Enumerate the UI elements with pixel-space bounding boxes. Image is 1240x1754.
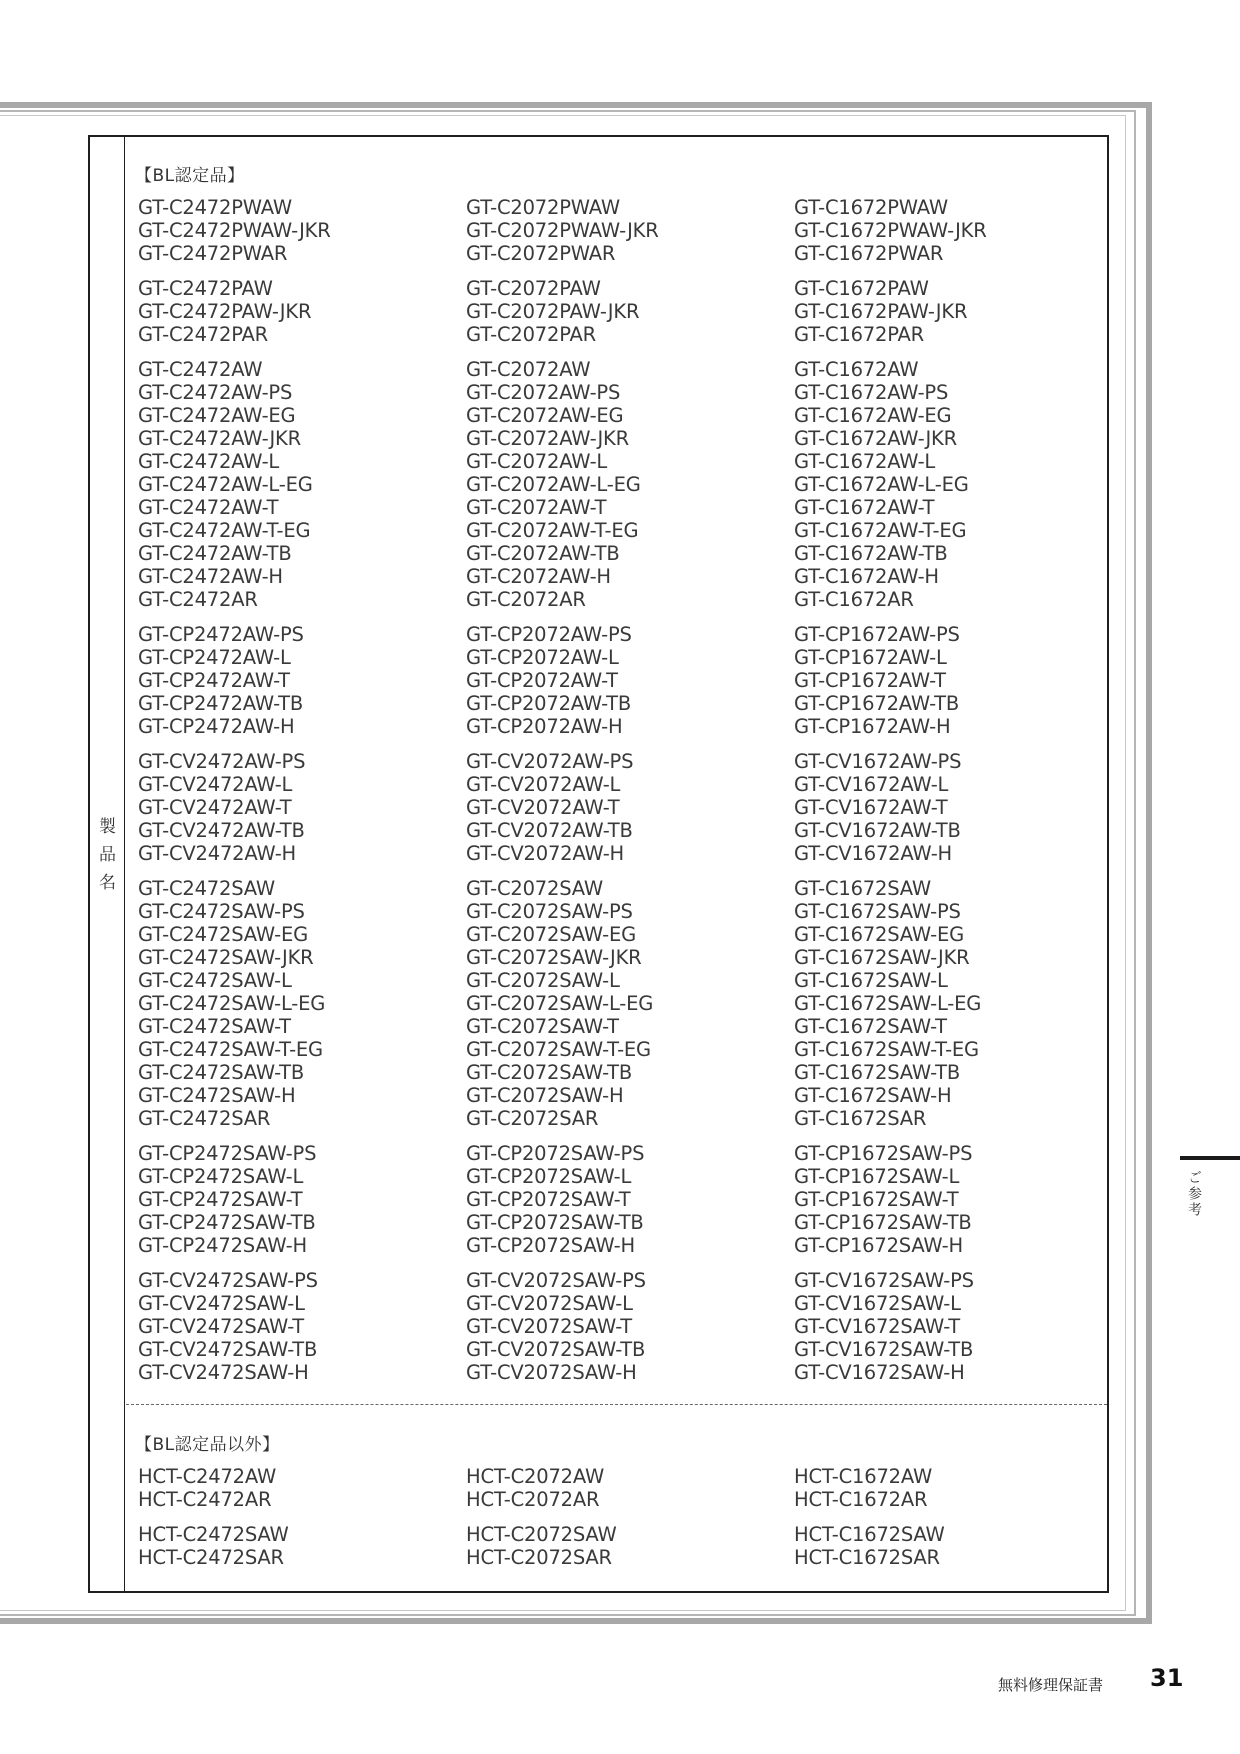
model-name: GT-C2072SAR bbox=[466, 1107, 599, 1130]
model-group bbox=[794, 196, 987, 265]
model-name: GT-CP2472SAW-TB bbox=[138, 1211, 316, 1234]
model-name: GT-CP2472AW-T bbox=[138, 669, 290, 692]
model-name: GT-C2072SAW-L bbox=[466, 969, 620, 992]
model-name: GT-C1672PWAW-JKR bbox=[794, 219, 987, 242]
model-name: GT-C2072AW-T-EG bbox=[466, 519, 639, 542]
model-name: GT-C1672AW-H bbox=[794, 565, 939, 588]
model-name: GT-C2072PWAR bbox=[466, 242, 616, 265]
section-title: 【BL認定品以外】 bbox=[135, 1435, 280, 1455]
model-name: GT-C2072SAW-EG bbox=[466, 923, 636, 946]
model-group bbox=[794, 277, 987, 346]
model-name: GT-C1672AW-TB bbox=[794, 542, 948, 565]
model-name: GT-C2472AW bbox=[138, 358, 263, 381]
model-name: GT-CV1672AW-T bbox=[794, 796, 948, 819]
model-name: GT-C2472PAW bbox=[138, 277, 273, 300]
table-content bbox=[126, 137, 1107, 1591]
model-name: GT-CV2472SAW-PS bbox=[138, 1269, 318, 1292]
model-name: GT-CP2472AW-PS bbox=[138, 623, 304, 646]
model-name: HCT-C1672SAR bbox=[794, 1546, 940, 1569]
model-name: GT-C2472AW-T-EG bbox=[138, 519, 311, 542]
model-name: GT-C1672SAW-L-EG bbox=[794, 992, 982, 1015]
model-name: GT-C1672PAR bbox=[794, 323, 925, 346]
model-name: GT-CV2472AW-L bbox=[138, 773, 293, 796]
model-group bbox=[794, 1465, 945, 1511]
model-name: GT-C2072AW-L bbox=[466, 450, 608, 473]
model-name: GT-C2072SAW-T-EG bbox=[466, 1038, 651, 1061]
model-group bbox=[794, 750, 987, 865]
side-tab-label: ご参考 bbox=[1186, 1170, 1202, 1218]
model-name: GT-CV2472SAW-T bbox=[138, 1315, 305, 1338]
model-name: GT-CV2072SAW-T bbox=[466, 1315, 633, 1338]
model-name: GT-C2472SAW-PS bbox=[138, 900, 305, 923]
model-name: GT-C2472PWAW-JKR bbox=[138, 219, 331, 242]
model-name: GT-C2472SAW bbox=[138, 877, 275, 900]
model-name: GT-CV2072AW-T bbox=[466, 796, 620, 819]
model-name: GT-C1672AW-L-EG bbox=[794, 473, 969, 496]
model-name: GT-C2072AW-T bbox=[466, 496, 607, 519]
model-group bbox=[466, 1269, 659, 1384]
model-name: GT-CV2472AW-H bbox=[138, 842, 297, 865]
page-number: 31 bbox=[1150, 1664, 1184, 1692]
model-group bbox=[138, 277, 331, 346]
model-group bbox=[466, 1142, 659, 1257]
model-name: GT-C2472PWAW bbox=[138, 196, 292, 219]
model-group bbox=[466, 877, 659, 1130]
model-column bbox=[466, 196, 659, 1396]
model-name: GT-CV1672AW-PS bbox=[794, 750, 962, 773]
model-name: GT-C1672SAR bbox=[794, 1107, 927, 1130]
model-name: HCT-C2072AW bbox=[466, 1465, 605, 1488]
model-name: GT-CV1672SAW-PS bbox=[794, 1269, 974, 1292]
model-name: GT-C1672AW-JKR bbox=[794, 427, 957, 450]
model-group bbox=[466, 1465, 617, 1511]
model-group bbox=[466, 277, 659, 346]
model-name: GT-C2472AR bbox=[138, 588, 258, 611]
model-name: GT-CV2472AW-TB bbox=[138, 819, 305, 842]
dashed-divider bbox=[126, 1404, 1107, 1405]
model-name: HCT-C2072SAW bbox=[466, 1523, 617, 1546]
row-label-cell bbox=[90, 137, 125, 1591]
model-name: GT-C1672AR bbox=[794, 588, 914, 611]
model-name: GT-C2472SAW-TB bbox=[138, 1061, 305, 1084]
model-column bbox=[794, 196, 987, 1396]
model-name: GT-C2472SAR bbox=[138, 1107, 271, 1130]
model-name: GT-C1672PAW bbox=[794, 277, 929, 300]
model-name: GT-C1672AW-T bbox=[794, 496, 935, 519]
model-name: GT-C2472AW-L bbox=[138, 450, 280, 473]
model-name: GT-C2072AW-H bbox=[466, 565, 611, 588]
model-name: GT-C1672SAW-TB bbox=[794, 1061, 961, 1084]
model-name: GT-C1672SAW-JKR bbox=[794, 946, 970, 969]
model-name: GT-C1672SAW-PS bbox=[794, 900, 961, 923]
model-name: GT-CP2472AW-H bbox=[138, 715, 295, 738]
model-name: GT-C2072PAW-JKR bbox=[466, 300, 640, 323]
model-name: GT-CP2072SAW-T bbox=[466, 1188, 631, 1211]
model-name: GT-CP2072AW-PS bbox=[466, 623, 632, 646]
model-name: GT-C2072SAW-PS bbox=[466, 900, 633, 923]
model-name: GT-C2472PAW-JKR bbox=[138, 300, 312, 323]
section-title: 【BL認定品】 bbox=[135, 166, 245, 186]
model-name: GT-CP1672AW-PS bbox=[794, 623, 960, 646]
model-name: GT-CV1672AW-TB bbox=[794, 819, 961, 842]
model-name: GT-CP1672SAW-H bbox=[794, 1234, 963, 1257]
model-group bbox=[794, 358, 987, 611]
model-group bbox=[138, 1142, 331, 1257]
model-name: GT-C2072AW bbox=[466, 358, 591, 381]
model-name: GT-CV2472AW-T bbox=[138, 796, 292, 819]
model-name: GT-C1672SAW-T-EG bbox=[794, 1038, 979, 1061]
model-name: GT-CV1672SAW-TB bbox=[794, 1338, 974, 1361]
model-name: GT-CP2072AW-L bbox=[466, 646, 619, 669]
model-name: HCT-C2472AR bbox=[138, 1488, 272, 1511]
model-name: GT-CV2472SAW-TB bbox=[138, 1338, 318, 1361]
model-name: GT-C2072PAR bbox=[466, 323, 597, 346]
model-name: GT-CV2072SAW-L bbox=[466, 1292, 633, 1315]
model-name: GT-CV1672SAW-H bbox=[794, 1361, 965, 1384]
model-name: HCT-C2472SAR bbox=[138, 1546, 284, 1569]
model-name: GT-C1672AW-PS bbox=[794, 381, 949, 404]
model-name: GT-CP1672SAW-PS bbox=[794, 1142, 973, 1165]
model-name: GT-C2472AW-TB bbox=[138, 542, 292, 565]
model-name: GT-CP1672SAW-TB bbox=[794, 1211, 972, 1234]
model-name: GT-C2472SAW-JKR bbox=[138, 946, 314, 969]
model-name: GT-CV2072AW-H bbox=[466, 842, 625, 865]
model-column bbox=[466, 1465, 617, 1581]
model-name: GT-CP1672AW-T bbox=[794, 669, 946, 692]
model-name: HCT-C1672AW bbox=[794, 1465, 933, 1488]
model-name: GT-C1672SAW-EG bbox=[794, 923, 964, 946]
model-name: GT-CP2072SAW-TB bbox=[466, 1211, 644, 1234]
model-name: GT-C2072AR bbox=[466, 588, 586, 611]
model-name: GT-CV2072AW-L bbox=[466, 773, 621, 796]
model-name: GT-C2072AW-L-EG bbox=[466, 473, 641, 496]
model-name: GT-CV2072SAW-TB bbox=[466, 1338, 646, 1361]
model-name: GT-C1672PWAR bbox=[794, 242, 944, 265]
model-name: GT-CP2472SAW-L bbox=[138, 1165, 304, 1188]
model-group bbox=[138, 750, 331, 865]
model-name: GT-CV1672SAW-L bbox=[794, 1292, 961, 1315]
model-name: GT-C1672AW-EG bbox=[794, 404, 952, 427]
model-group bbox=[466, 358, 659, 611]
model-name: GT-CV2072SAW-H bbox=[466, 1361, 637, 1384]
model-group bbox=[138, 1523, 289, 1569]
model-group bbox=[794, 877, 987, 1130]
model-name: GT-C2072SAW-L-EG bbox=[466, 992, 654, 1015]
model-name: GT-C1672SAW-T bbox=[794, 1015, 947, 1038]
model-name: HCT-C2072AR bbox=[466, 1488, 600, 1511]
model-name: GT-C2072SAW-T bbox=[466, 1015, 619, 1038]
model-group bbox=[466, 1523, 617, 1569]
model-name: GT-CV2472SAW-L bbox=[138, 1292, 305, 1315]
model-name: GT-C2472SAW-L-EG bbox=[138, 992, 326, 1015]
model-name: HCT-C2472AW bbox=[138, 1465, 277, 1488]
model-name: GT-C2072SAW bbox=[466, 877, 603, 900]
model-name: GT-CP1672SAW-T bbox=[794, 1188, 959, 1211]
model-name: GT-C2472SAW-H bbox=[138, 1084, 296, 1107]
model-group bbox=[466, 623, 659, 738]
model-group bbox=[138, 1465, 289, 1511]
model-name: GT-C2472SAW-T bbox=[138, 1015, 291, 1038]
model-group bbox=[138, 196, 331, 265]
model-group bbox=[794, 1142, 987, 1257]
model-name: GT-C2472SAW-T-EG bbox=[138, 1038, 323, 1061]
model-name: GT-CV1672AW-L bbox=[794, 773, 949, 796]
model-name: GT-CP1672AW-L bbox=[794, 646, 947, 669]
side-tab-marker bbox=[1180, 1156, 1240, 1160]
model-name: GT-CP2072SAW-H bbox=[466, 1234, 635, 1257]
model-name: GT-C1672PWAW bbox=[794, 196, 948, 219]
model-name: GT-CP1672AW-H bbox=[794, 715, 951, 738]
model-name: HCT-C1672AR bbox=[794, 1488, 928, 1511]
model-name: GT-C1672SAW bbox=[794, 877, 931, 900]
model-name: GT-C1672SAW-H bbox=[794, 1084, 952, 1107]
model-name: GT-CP2472AW-TB bbox=[138, 692, 304, 715]
model-name: HCT-C2072SAR bbox=[466, 1546, 612, 1569]
model-name: GT-CP2072AW-TB bbox=[466, 692, 632, 715]
model-name: GT-CV1672SAW-T bbox=[794, 1315, 961, 1338]
model-name: GT-C2472AW-T bbox=[138, 496, 279, 519]
model-name: GT-C2472AW-H bbox=[138, 565, 283, 588]
model-name: GT-C2072PWAW-JKR bbox=[466, 219, 659, 242]
model-name: GT-C2072AW-EG bbox=[466, 404, 624, 427]
model-name: GT-CP2472AW-L bbox=[138, 646, 291, 669]
model-name: GT-C2472PAR bbox=[138, 323, 269, 346]
model-name: HCT-C2472SAW bbox=[138, 1523, 289, 1546]
model-name: GT-C1672SAW-L bbox=[794, 969, 948, 992]
model-name: GT-C2072SAW-H bbox=[466, 1084, 624, 1107]
model-name: GT-CP2072AW-T bbox=[466, 669, 618, 692]
model-group bbox=[794, 1523, 945, 1569]
model-name: GT-C1672AW-T-EG bbox=[794, 519, 967, 542]
model-name: GT-CP1672AW-TB bbox=[794, 692, 960, 715]
model-name: GT-CP2472SAW-H bbox=[138, 1234, 307, 1257]
model-name: GT-CV2072SAW-PS bbox=[466, 1269, 646, 1292]
model-name: GT-C2472AW-PS bbox=[138, 381, 293, 404]
model-group bbox=[466, 750, 659, 865]
model-name: GT-CV2472AW-PS bbox=[138, 750, 306, 773]
model-group bbox=[138, 877, 331, 1130]
model-name: GT-C2072AW-JKR bbox=[466, 427, 629, 450]
model-name: GT-CP2472SAW-T bbox=[138, 1188, 303, 1211]
model-column bbox=[794, 1465, 945, 1581]
model-group bbox=[138, 1269, 331, 1384]
model-name: GT-CV2072AW-PS bbox=[466, 750, 634, 773]
model-name: GT-CV1672AW-H bbox=[794, 842, 953, 865]
footer-title: 無料修理保証書 bbox=[998, 1676, 1104, 1694]
model-name: GT-C1672PAW-JKR bbox=[794, 300, 968, 323]
model-name: GT-C2472SAW-EG bbox=[138, 923, 308, 946]
model-name: GT-CP2072SAW-L bbox=[466, 1165, 632, 1188]
model-name: GT-C2472AW-L-EG bbox=[138, 473, 313, 496]
model-group bbox=[466, 196, 659, 265]
model-group bbox=[138, 358, 331, 611]
model-name: GT-C2072AW-PS bbox=[466, 381, 621, 404]
model-name: GT-C2072PWAW bbox=[466, 196, 620, 219]
model-name: GT-C1672AW bbox=[794, 358, 919, 381]
model-name: GT-C2072SAW-TB bbox=[466, 1061, 633, 1084]
model-name: GT-C2072AW-TB bbox=[466, 542, 620, 565]
model-group bbox=[794, 623, 987, 738]
model-group bbox=[138, 623, 331, 738]
model-name: GT-C2472AW-JKR bbox=[138, 427, 301, 450]
model-name: HCT-C1672SAW bbox=[794, 1523, 945, 1546]
model-name: GT-C2072SAW-JKR bbox=[466, 946, 642, 969]
row-label: 製 品 名 bbox=[99, 817, 116, 893]
model-name: GT-CP2072AW-H bbox=[466, 715, 623, 738]
model-name: GT-C2472PWAR bbox=[138, 242, 288, 265]
model-name: GT-C1672AW-L bbox=[794, 450, 936, 473]
model-column bbox=[138, 196, 331, 1396]
model-name: GT-CV2472SAW-H bbox=[138, 1361, 309, 1384]
model-name: GT-CP1672SAW-L bbox=[794, 1165, 960, 1188]
model-name: GT-C2472AW-EG bbox=[138, 404, 296, 427]
model-name: GT-CP2472SAW-PS bbox=[138, 1142, 317, 1165]
model-column bbox=[138, 1465, 289, 1581]
model-name: GT-C2072PAW bbox=[466, 277, 601, 300]
model-name: GT-C2472SAW-L bbox=[138, 969, 292, 992]
model-name: GT-CP2072SAW-PS bbox=[466, 1142, 645, 1165]
model-group bbox=[794, 1269, 987, 1384]
model-name: GT-CV2072AW-TB bbox=[466, 819, 633, 842]
product-name-table bbox=[88, 135, 1109, 1593]
